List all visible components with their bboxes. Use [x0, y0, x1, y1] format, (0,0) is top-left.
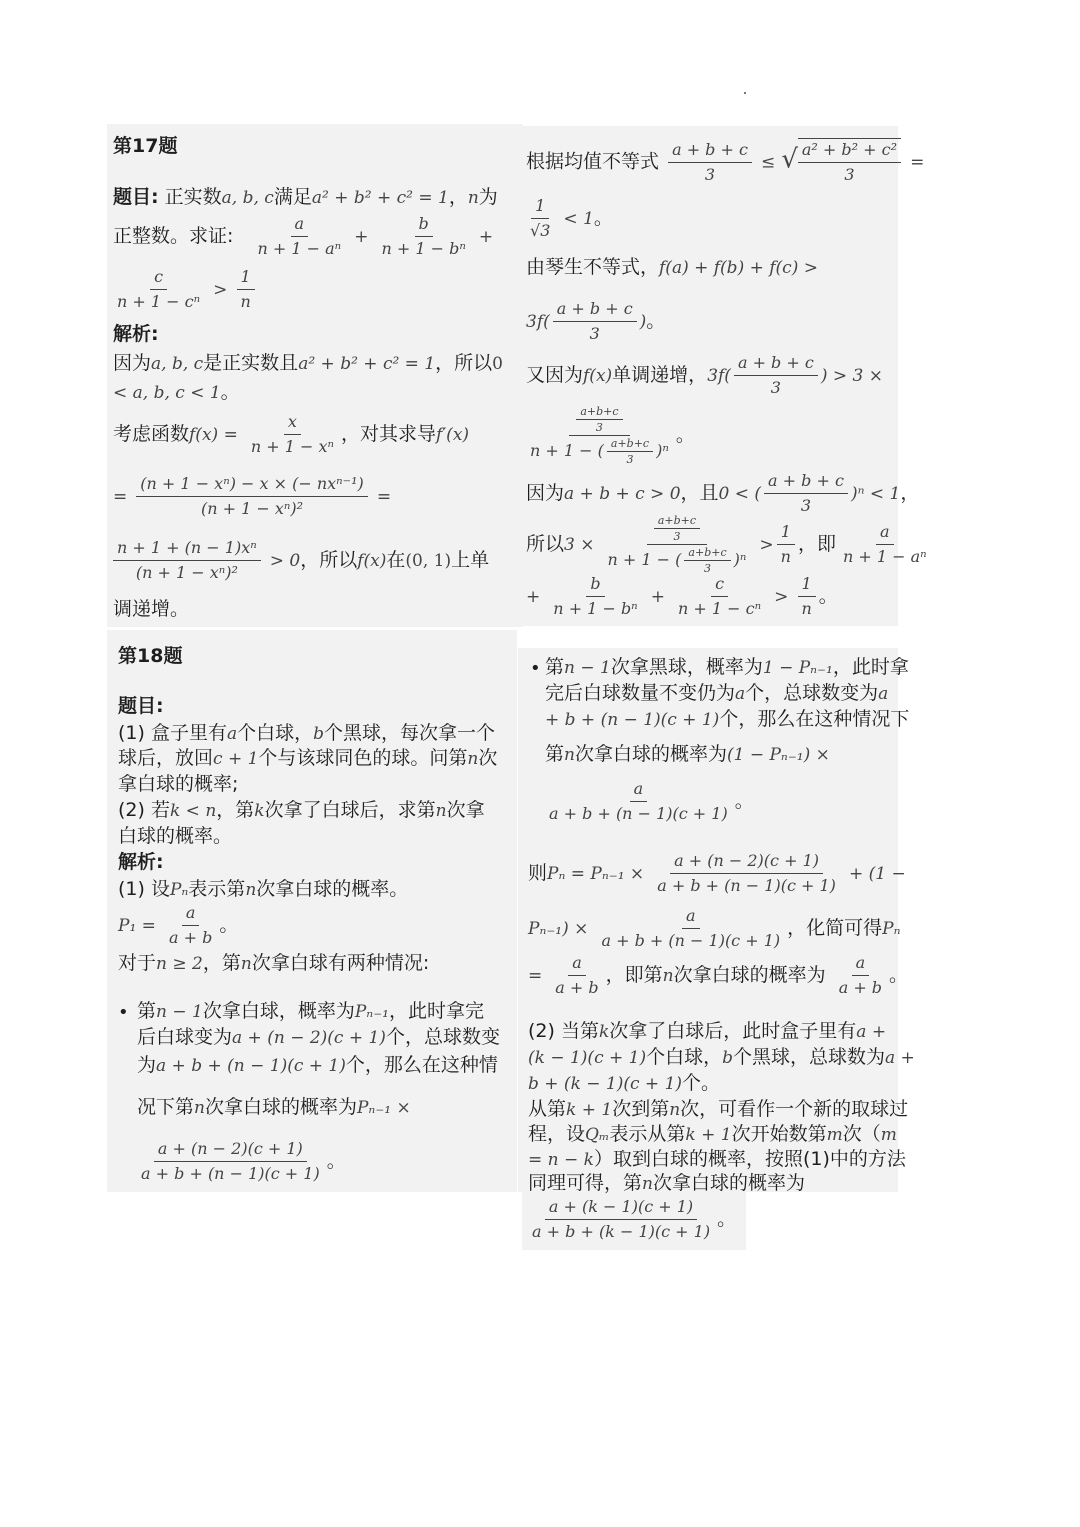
q18-problem-line5: 白球的概率。 [118, 825, 233, 847]
q17r-line6: $\frac{a+b+c}{3}$ n + 1 − ( $\frac{a+b+c}{3}$ )ⁿ 。 [526, 405, 695, 466]
q18-problem-line4: (2) 若k < n，第k次拿了白球后，求第n次拿 [118, 799, 485, 821]
q17r-rms-frac: $\frac{\text{a² + b² + c²}}{3}$ [798, 138, 901, 186]
q17-analysis-line2: < a, b, c < 1。 [113, 381, 240, 403]
q18r-case2-line5: $\frac{a}{a + b + (n - 1)(c + 1)}$ 。 [549, 779, 754, 823]
q18r-part2-line3: b + (k − 1)(c + 1)个。 [528, 1072, 721, 1094]
q18r-case2-line2: 完后白球数量不变仍为a个，总球数变为a [545, 682, 889, 704]
q17-analysis-line5: $\frac{\text{n + 1 + (n − 1)xⁿ}}{\text{(n + 1 − xⁿ)²}}$ > 0，所以f(x)在(0, 1)上单 [113, 537, 489, 584]
q17r-inv-sqrt3: $\frac{1}{√3}$ [530, 196, 551, 240]
q18-analysis-line1: (1) 设Pₙ表示第n次拿白球的概率。 [118, 878, 409, 900]
q17-frac-a: $\frac{a}{\text{n + 1 − aⁿ}}$ [257, 214, 342, 258]
q18r-total-line2: Pₙ₋₁) × $\frac{a}{a + b + (n - 1)(c + 1)}$ ，化简可得Pₙ [528, 906, 901, 950]
q18-problem-line2: 球后，放回c + 1个与该球同色的球。问第n次 [118, 747, 498, 769]
q17-analysis-line4: = $\frac{\text{(n + 1 − xⁿ) − x × (− nxⁿ⁻¹)}}{\text{(n + 1 − xⁿ)²}}$ = [113, 474, 392, 518]
q18-case1-line1: 第n − 1次拿白球，概率为Pₙ₋₁，此时拿完 [137, 1000, 484, 1022]
q18-analysis-line3: 对于n ≥ 2，第n次拿白球有两种情况: [118, 952, 430, 974]
bullet-icon: • [530, 658, 541, 679]
q18r-part2-line2: (k − 1)(c + 1)个白球，b个黑球，总球数为a + [528, 1046, 915, 1068]
q18-case1-line5: $\frac{a + (n - 2)(c + 1)}{a + b + (n - 1)(c + 1)}$ 。 [141, 1139, 346, 1183]
q17-problem-line1: 题目: 正实数a, b, c满足a² + b² + c² = 1，n为 [113, 186, 498, 208]
q18-case1-line2: 后白球变为a + (n − 2)(c + 1)个，总球数变 [137, 1026, 500, 1048]
q17r-mean-frac: $\frac{a + b + c}{3}$ [668, 139, 752, 186]
q18r-total-line1: 则Pₙ = Pₙ₋₁ × $\frac{a + (n - 2)(c + 1)}{a + b + (n - 1)(c + 1)}$ + (1 − [528, 851, 906, 895]
q17-frac-1n: $\frac{1}{n}$ [236, 266, 254, 313]
q18-problem-line1: (1) 盒子里有a个白球，b个黑球，每次拿一个 [118, 722, 496, 744]
q17-f-def: $\frac{x}{\text{n + 1 − xⁿ}}$ [250, 412, 335, 456]
q17r-line9: + $\frac{b}{\text{n + 1 − bⁿ}}$ + $\frac{c}{\text{n + 1 − cⁿ}}$ > $\frac{1}{n}$ 。 [526, 574, 838, 618]
q18r-part2-line6: = n − k）取到白球的概率，按照(1)中的方法 [528, 1148, 906, 1170]
q17r-line5: 又因为f(x)单调递增，3f( $\frac{a + b + c}{3}$ ) > 3 × [526, 353, 883, 397]
q17-title: 第17题 [113, 135, 178, 157]
q18-analysis-label: 解析: [118, 851, 164, 873]
q17r-line8: 所以3 × $\frac{a+b+c}{3}$ n + 1 − ( $\frac{a+b+c}{3}$ )ⁿ > $\frac{1}{n}$ ，即 $\frac{a}{\text{n + 1 − aⁿ}}$ [526, 514, 927, 575]
stray-dot [744, 92, 746, 94]
q18r-case2-line1: 第n − 1次拿黑球，概率为1 − Pₙ₋₁，此时拿 [545, 656, 909, 678]
q17-frac-c: $\frac{c}{\text{n + 1 − cⁿ}}$ [117, 267, 201, 311]
q17-analysis-line3: 考虑函数f(x) = $\frac{x}{\text{n + 1 − xⁿ}}$ ，对其求导f′(x) [113, 412, 470, 456]
q18r-case2-line3: + b + (n − 1)(c + 1)个，那么在这种情况下 [545, 708, 910, 730]
q17-derivative: $\frac{\text{(n + 1 − xⁿ) − x × (− nxⁿ⁻¹)}}{\text{(n + 1 − xⁿ)²}}$ [136, 473, 367, 520]
bullet-icon: • [118, 1002, 129, 1023]
q18-case1-line4: 况下第n次拿白球的概率为Pₙ₋₁ × [137, 1096, 411, 1118]
q17-problem-line3: $\frac{c}{\text{n + 1 − cⁿ}}$ > $\frac{1}{n}$ [113, 266, 258, 313]
q18r-part2-line1: (2) 当第k次拿了白球后，此时盒子里有a + [528, 1020, 887, 1042]
q17r-line4: 3f( $\frac{a + b + c}{3}$ )。 [526, 299, 666, 343]
q17-analysis-line6: 调递增。 [113, 598, 190, 620]
q17r-line3: 由琴生不等式，f(a) + f(b) + f(c) > [526, 256, 818, 278]
q18r-part2-line8: $\frac{a + (k - 1)(c + 1)}{a + b + (k - 1)(c + 1)}$ 。 [532, 1197, 737, 1241]
q17-frac-b: $\frac{b}{\text{n + 1 − bⁿ}}$ [381, 214, 466, 258]
q17-analysis-label: 解析: [113, 323, 159, 345]
q17r-line7: 因为a + b + c > 0，且0 < ( $\frac{a + b + c}{3}$ )ⁿ < 1， [526, 471, 920, 515]
q17r-nested-frac: $\frac{a+b+c}{3}$ n + 1 − ( $\frac{a+b+c}{3}$ )ⁿ [530, 405, 669, 466]
q17-derivative-simplified: $\frac{\text{n + 1 + (n − 1)xⁿ}}{\text{(n + 1 − xⁿ)²}}$ [113, 537, 261, 584]
q18r-part2-line5: 程，设Qₘ表示从第k + 1次开始数第m次（m [528, 1123, 897, 1145]
q18r-case2-line4: 第n次拿白球的概率为(1 − Pₙ₋₁) × [545, 743, 830, 765]
q17-problem-label: 题目: [113, 186, 159, 208]
q18r-part2-line7: 同理可得，第n次拿白球的概率为 [528, 1172, 805, 1194]
q18-problem-label: 题目: [118, 695, 164, 717]
q18r-total-line3: = $\frac{a}{a + b}$ ，即第n次拿白球的概率为 $\frac{a}{a + b}$ 。 [528, 953, 909, 997]
q17r-line1: 根据均值不等式 $\frac{a + b + c}{3}$ ≤ √ $\frac{\text{a² + b² + c²}}{3}$ = [526, 139, 925, 184]
q18-analysis-line2: P₁ = $\frac{a}{a + b}$ 。 [118, 903, 239, 947]
q18r-part2-line4: 从第k + 1次到第n次，可看作一个新的取球过 [528, 1098, 909, 1120]
q18-title: 第18题 [118, 645, 183, 667]
q17r-line2: $\frac{1}{√3}$ < 1。 [526, 195, 613, 242]
q17-analysis-line1: 因为a, b, c是正实数且a² + b² + c² = 1，所以0 [113, 352, 503, 374]
q18-case1-line3: 为a + b + (n − 1)(c + 1)个，那么在这种情 [137, 1054, 498, 1076]
q17-problem-line2: 正整数。求证: $\frac{a}{\text{n + 1 − aⁿ}}$ + $\frac{b}{\text{n + 1 − bⁿ}}$ + [113, 214, 494, 258]
q18-problem-line3: 拿白球的概率; [118, 773, 239, 795]
